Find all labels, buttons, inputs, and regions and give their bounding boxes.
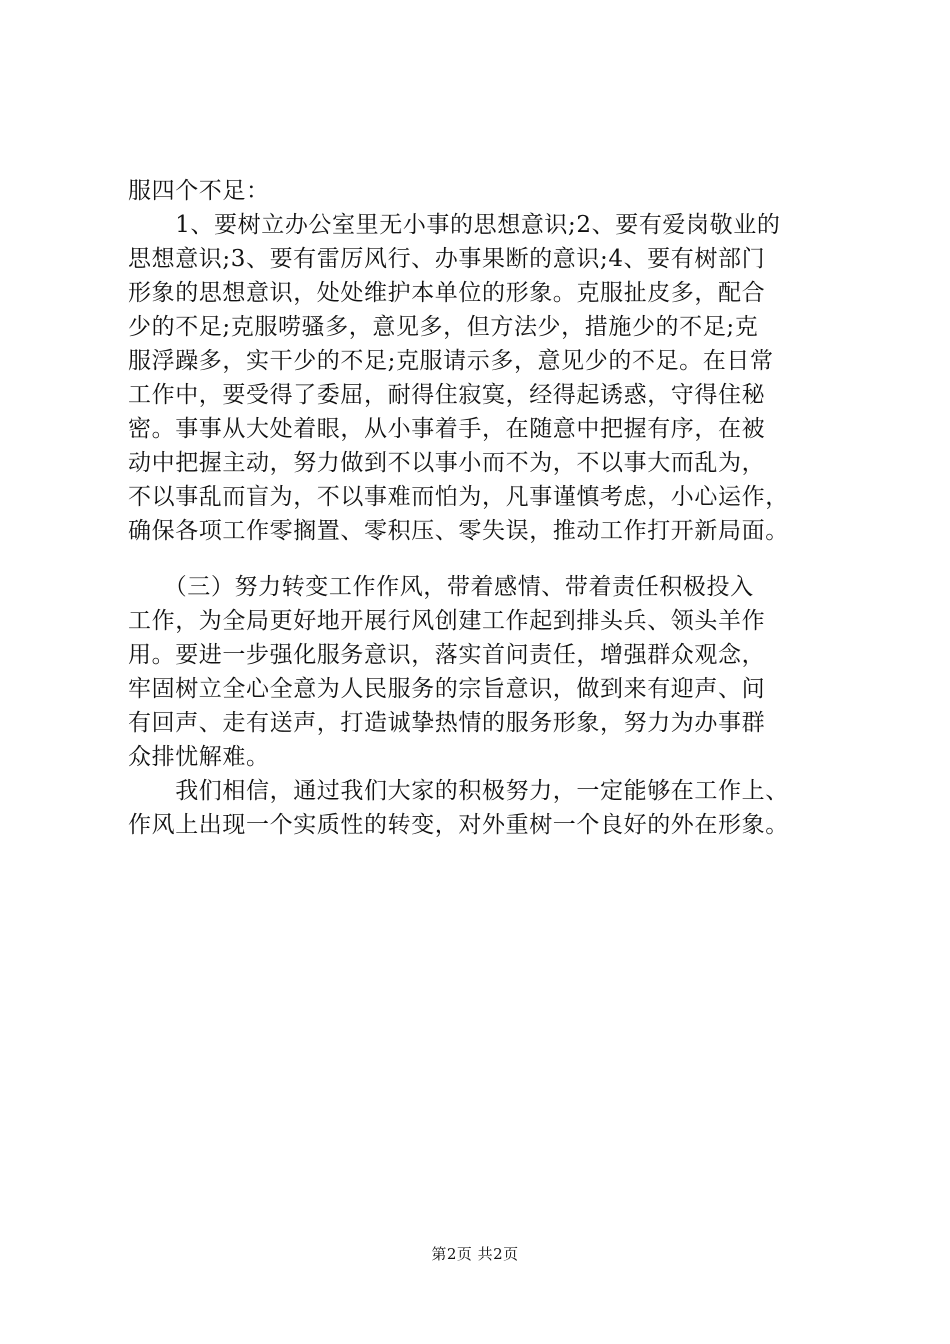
text-line: 牢固树立全心全意为人民服务的宗旨意识，做到来有迎声、问 — [128, 676, 766, 702]
text-line: 工作中，要受得了委屈，耐得住寂寞，经得起诱惑，守得住秘 — [128, 382, 766, 408]
text-line: 作风上出现一个实质性的转变，对外重树一个良好的外在形象。 — [128, 812, 789, 838]
text-line: 少的不足;克服唠骚多，意见多，但方法少，措施少的不足;克 — [128, 314, 759, 340]
text-line: 我们相信，通过我们大家的积极努力，一定能够在工作上、 — [128, 778, 789, 804]
text-line: 密。事事从大处着眼，从小事着手，在随意中把握有序，在被 — [128, 416, 766, 442]
text-line: 用。要进一步强化服务意识，落实首问责任，增强群众观念， — [128, 642, 766, 668]
text-line: 工作，为全局更好地开展行风创建工作起到排头兵、领头羊作 — [128, 608, 766, 634]
text-line: 形象的思想意识，处处维护本单位的形象。克服扯皮多，配合 — [128, 280, 766, 306]
text-line: 思想意识;3、要有雷厉风行、办事果断的意识;4、要有树部门 — [128, 246, 766, 272]
text-line: 众排忧解难。 — [128, 744, 270, 770]
text-line: 有回声、走有送声，打造诚挚热情的服务形象，努力为办事群 — [128, 710, 766, 736]
text-line: 不以事乱而盲为，不以事难而怕为，凡事谨慎考虑，小心运作， — [128, 484, 789, 510]
text-line: 确保各项工作零搁置、零积压、零失误，推动工作打开新局面。 — [128, 518, 789, 544]
text-line: 服浮躁多，实干少的不足;克服请示多，意见少的不足。在日常 — [128, 348, 774, 374]
text-line: （三）努力转变工作作风，带着感情、带着责任积极投入 — [128, 574, 754, 600]
page-number-footer: 第2页 共2页 — [431, 1245, 519, 1263]
text-line: 动中把握主动，努力做到不以事小而不为，不以事大而乱为， — [128, 450, 766, 476]
text-line: 1、要树立办公室里无小事的思想意识;2、要有爱岗敬业的 — [128, 212, 781, 238]
text-line: 服四个不足： — [128, 178, 270, 204]
